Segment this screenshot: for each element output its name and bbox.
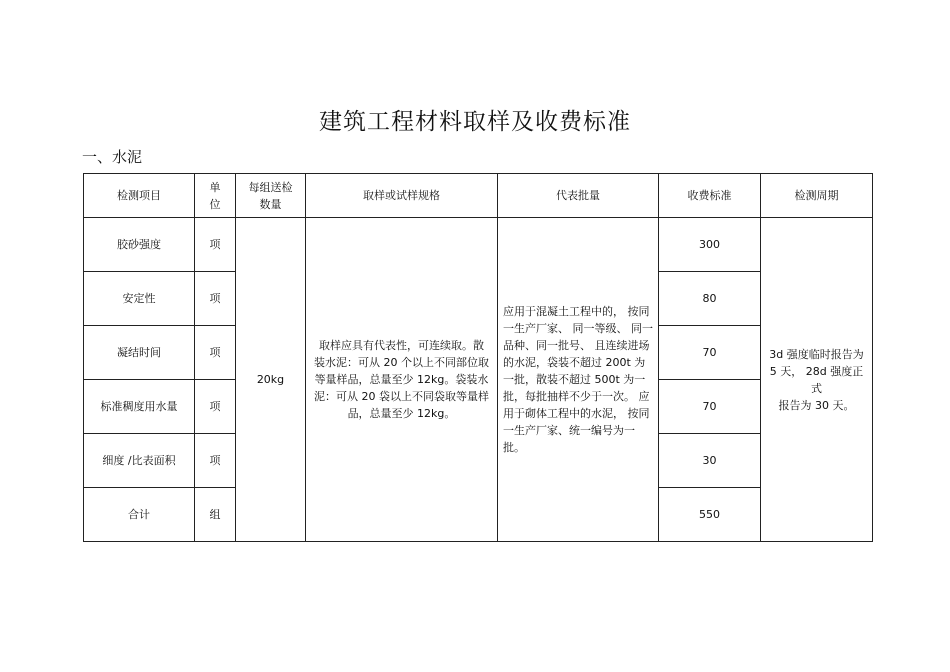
header-unit xyxy=(195,174,236,218)
row-item: 安定性 xyxy=(84,272,195,326)
row-item: 合计 xyxy=(84,488,195,542)
period-text: 3d 强度临时报告为 5 天， 28d 强度正式 报告为 30 天。 xyxy=(769,347,864,412)
spec-text: 取样应具有代表性，可连续取。散 装水泥：可从 20 个以上不同部位取 等量样品，总量至少 12kg。袋装水 泥：可从 20 袋以上不同袋取等量样 品，总量至少 12kg。 xyxy=(314,339,489,420)
header-item: 检测项目 xyxy=(84,174,195,218)
row-fee: 550 xyxy=(659,488,761,542)
row-unit: 项 xyxy=(195,380,236,434)
header-fee: 收费标准 xyxy=(659,174,761,218)
row-item: 细度 /比表面积 xyxy=(84,434,195,488)
table-header-row xyxy=(84,174,873,218)
qty-cell: 20kg xyxy=(236,218,306,542)
header-qty xyxy=(236,174,306,218)
header-unit-text: 单 位 xyxy=(209,180,221,211)
table-row xyxy=(84,218,873,272)
cement-table xyxy=(83,173,873,542)
period-cell xyxy=(761,218,873,542)
header-period: 检测周期 xyxy=(761,174,873,218)
row-fee: 70 xyxy=(659,326,761,380)
section-heading: 一、水泥 xyxy=(82,148,143,166)
row-item: 凝结时间 xyxy=(84,326,195,380)
row-item: 标准稠度用水量 xyxy=(84,380,195,434)
row-unit: 项 xyxy=(195,218,236,272)
row-item: 胶砂强度 xyxy=(84,218,195,272)
row-fee: 30 xyxy=(659,434,761,488)
spec-cell xyxy=(306,218,498,542)
row-fee: 300 xyxy=(659,218,761,272)
row-unit: 项 xyxy=(195,434,236,488)
row-unit: 项 xyxy=(195,272,236,326)
batch-cell xyxy=(498,218,659,542)
row-unit: 项 xyxy=(195,326,236,380)
header-batch: 代表批量 xyxy=(498,174,659,218)
row-unit: 组 xyxy=(195,488,236,542)
page-title: 建筑工程材料取样及收费标准 xyxy=(319,109,631,135)
header-qty-text: 每组送检 数量 xyxy=(248,180,293,211)
batch-text: 应用于混凝土工程中的， 按同 一生产厂家、 同一等级、 同一 品种、同一批号、 且连续进场 的水泥，袋装不超过 200t 为 一批，散装不超过 500t 为一 批，每批抽样不少于一次。 应 用于砌体工程中的水泥， 按同 一生产厂家、统一编号为一 批。 xyxy=(503,305,653,454)
header-spec: 取样或试样规格 xyxy=(306,174,498,218)
row-fee: 70 xyxy=(659,380,761,434)
row-fee: 80 xyxy=(659,272,761,326)
